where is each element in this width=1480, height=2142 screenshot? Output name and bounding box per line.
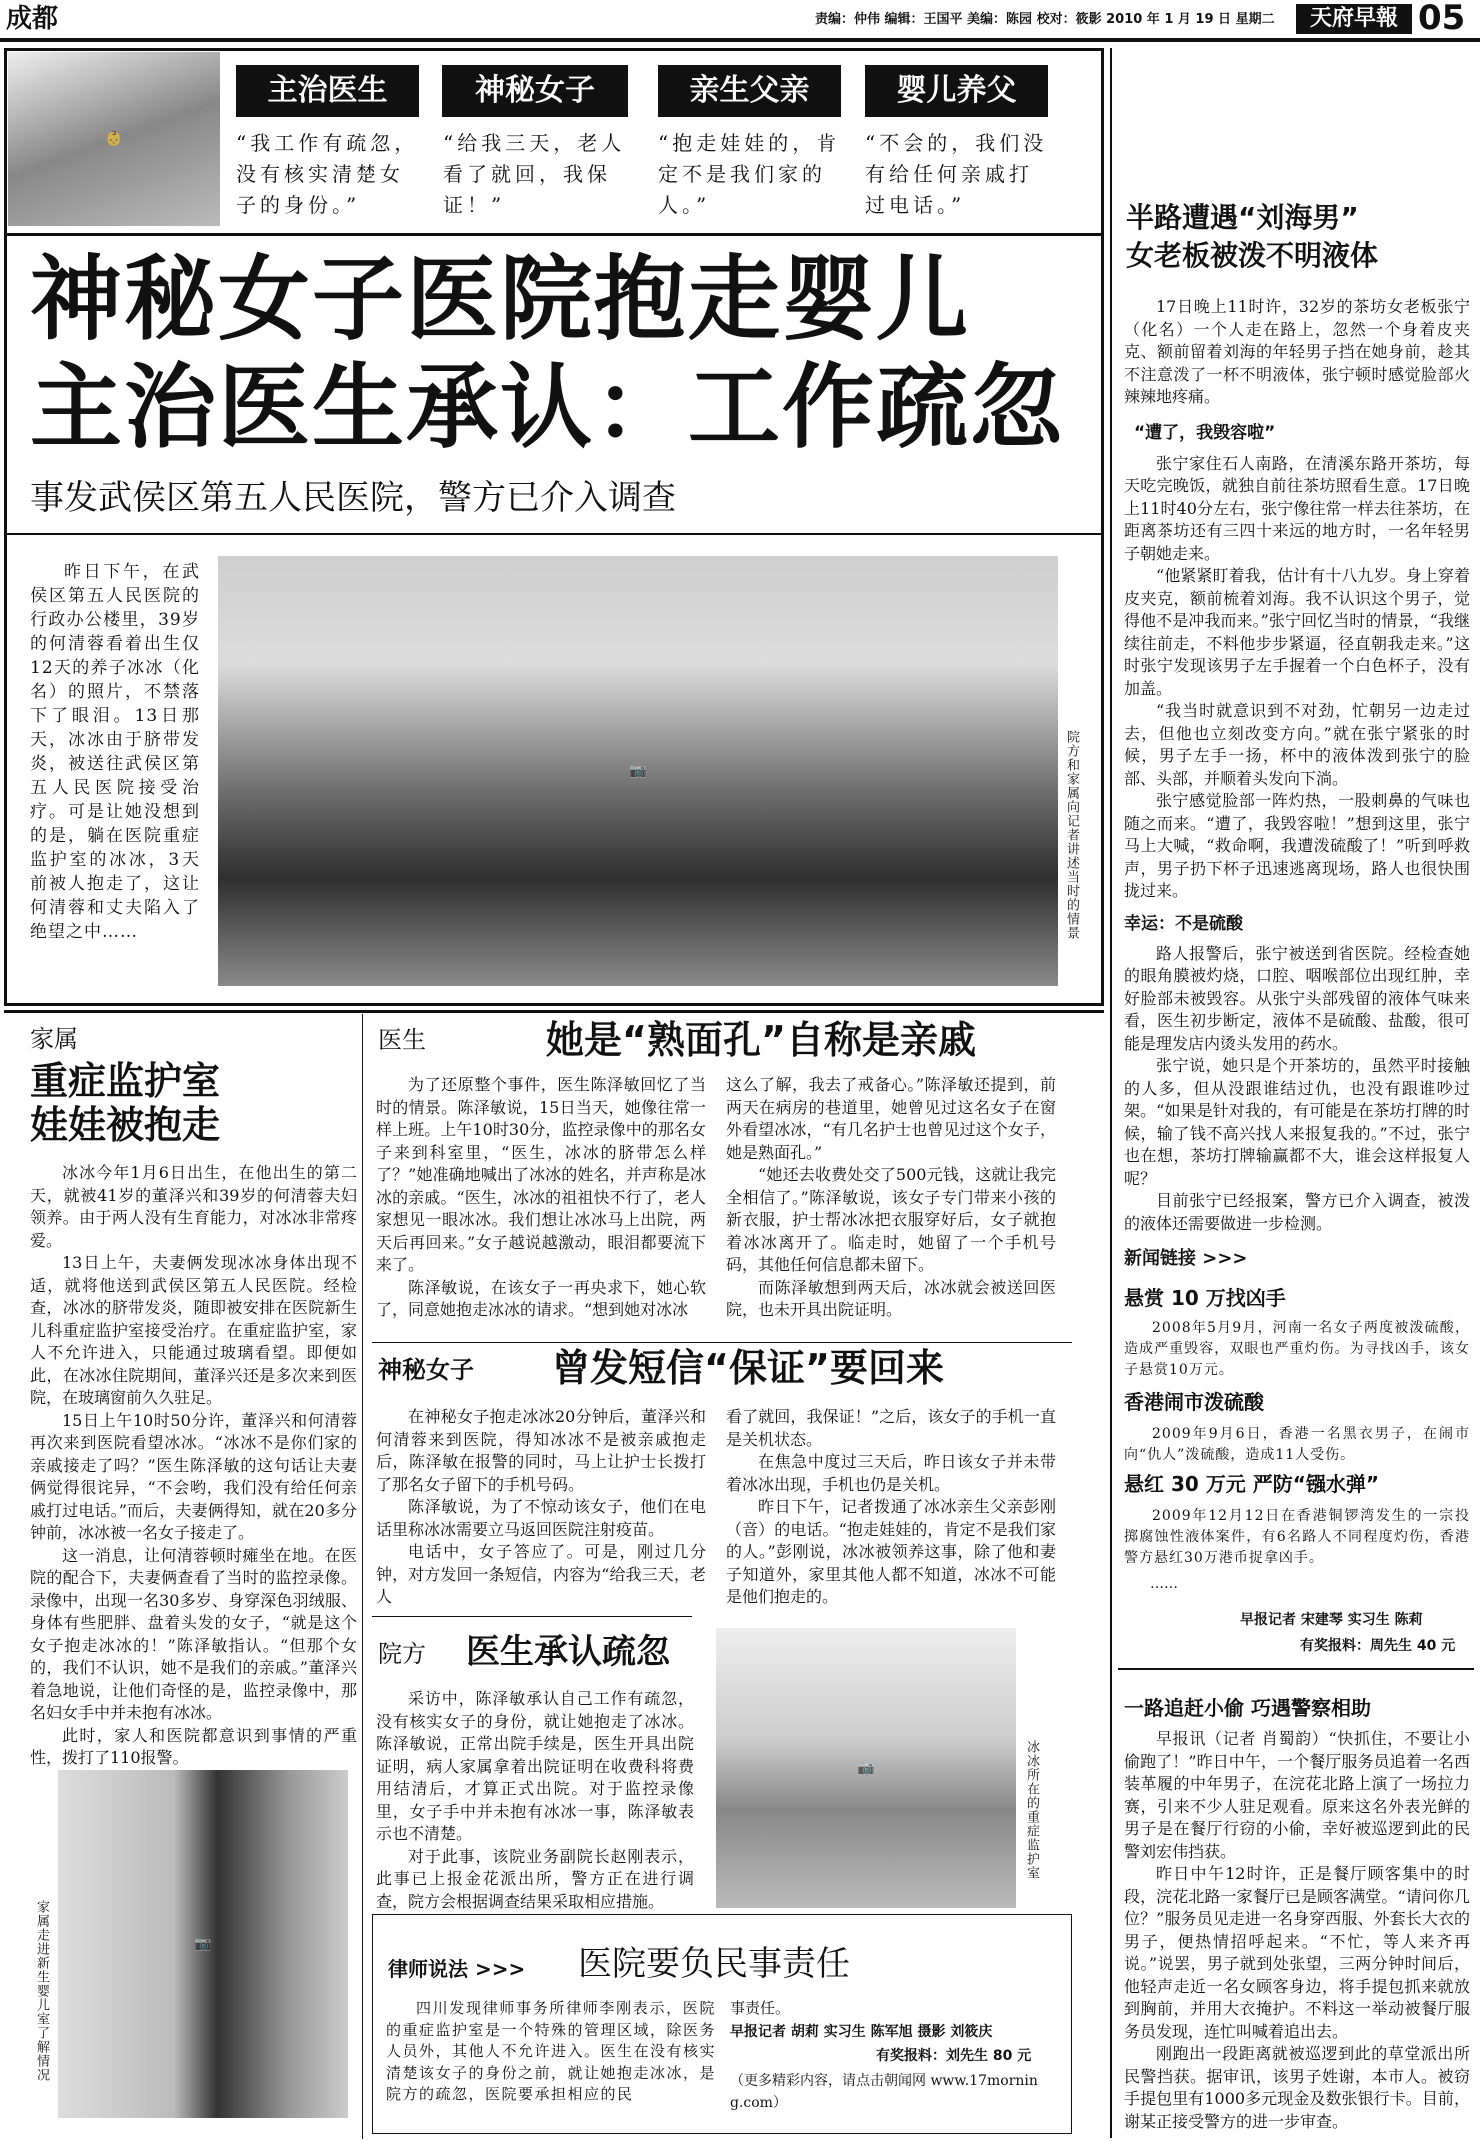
- woman-para-4: 看了就回，我保证！”之后，该女子的手机一直是关机状态。: [726, 1407, 1056, 1449]
- woman-title: 曾发短信“保证”要回来: [552, 1346, 944, 1390]
- icu-photo-caption: 冰冰所在的重症监护室: [1024, 1740, 1039, 1880]
- hospital-body: [376, 1688, 694, 1913]
- link3-title: 悬红 30 万元 严防“镪水弹”: [1124, 1472, 1380, 1496]
- col-divider-1: [362, 1014, 363, 2139]
- right1-reward: 有奖报料：周先生 40 元: [1300, 1638, 1456, 1654]
- doctor-title: 她是“熟面孔”自称是亲戚: [546, 1018, 976, 1062]
- right2-para-1: 早报讯（记者 肖蜀韵）“快抓住，不要让小偷跑了！”昨日中午，一个餐厅服务员追着一名西装革履的中年男子，在浣花北路上演了一场拉力赛，引来不少人驻足观看。原来这名外表光鲜的男子是在餐厅行窃的小偷，幸好被巡逻到此的民警刘宏伟挡获。: [1124, 1729, 1470, 1861]
- baby-photo: 👶: [8, 52, 220, 226]
- doctor-para-2: 陈泽敏说，在该女子一再央求下，她心软了，同意她抱走冰冰的请求。“想到她对冰冰: [376, 1277, 706, 1319]
- doctor-para-5: 而陈泽敏想到两天后，冰冰就会被送回医院，也未开具出院证明。: [726, 1277, 1056, 1319]
- woman-para-3: 电话中，女子答应了。可是，刚过几分钟，对方发回一条短信，内容为“给我三天，老人: [376, 1542, 706, 1606]
- hospital-para-2: 对于此事，该院业务副院长赵刚表示，此事已上报金花派出所，警方正在进行调查，院方会根据调查结果采取相应措施。: [376, 1846, 694, 1911]
- editors-line: 责编：仲伟 编辑：王国平 美编：陈园 校对：筱影 2010 年 1 月 19 日 星期二: [815, 12, 1275, 27]
- link-ellipsis: ……: [1150, 1576, 1178, 1592]
- lawyer-text-2: 事责任。: [730, 1999, 791, 2017]
- family-para-2: 13日上午，夫妻俩发现冰冰身体出现不适，就将他送到武侯区第五人民医院。经检查，冰冰的脐带发炎，随即被安排在医院新生儿科重症监护室接受治疗。在重症监护室，家人不允许进入，只能通过玻璃看望。即便如此，在冰冰住院期间，董泽兴还是多次来到医院，在玻璃窗前久久驻足。: [30, 1253, 357, 1407]
- right1-para-5: 路人报警后，张宁被送到省医院。经检查她的眼角膜被灼烧，口腔、咽喉部位出现红肿，幸好脸部未被毁容。从张宁头部残留的液体气味来看，医生初步断定，液体不是硫酸、盐酸，很可能是理发店内烫头发用的药水。: [1124, 943, 1470, 1053]
- lawyer-kicker: 律师说法 >>>: [388, 1957, 526, 1981]
- tab-mystery-woman: 神秘女子: [442, 65, 628, 117]
- family-photo-caption: 家属走进新生婴儿室了解情况: [34, 1900, 49, 2082]
- subtitle-rule: [4, 533, 1104, 535]
- doctor-para-3: 这么了解，我去了戒备心。”陈泽敏还提到，前两天在病房的巷道里，她曾见过这名女子在窗外看望冰冰，“有几名护士也曾见过这个女子，她是熟面孔。”: [726, 1075, 1056, 1162]
- family-title-1: 重症监护室: [30, 1059, 221, 1103]
- woman-para-5: 在焦急中度过三天后，昨日该女子并未带着冰冰出现，手机也仍是关机。: [726, 1452, 1056, 1494]
- link3-text: 2009年12月12日在香港铜锣湾发生的一宗投掷腐蚀性液体案件，有6名路人不同程度灼伤，香港警方悬红30万港币捉拿凶手。: [1124, 1508, 1470, 1566]
- family-para-3: 15日上午10时50分许，董泽兴和何清蓉再次来到医院看望冰冰。“冰冰不是你们家的亲戚接走了吗？”医生陈泽敏的这句话让夫妻俩觉得很诧异，“不会哟，我们没有给任何亲戚打过电话。”而后，夫妻俩得知，就在20多分钟前，冰冰被一名女子接走了。: [30, 1410, 357, 1542]
- right1-para-6: 张宁说，她只是个开茶坊的，虽然平时接触的人多，但从没跟谁结过仇，也没有跟谁吵过架。“如果是针对我的，有可能是在茶坊打牌的时候，输了钱不高兴找人来报复我的。”不过，张宁也在想，茶坊打牌输赢都不大，谁会这样报复人呢？: [1124, 1056, 1470, 1188]
- doctor-col-2: [726, 1074, 1056, 1322]
- family-body: [30, 1162, 357, 1770]
- right1-para-2: “他紧紧盯着我，估计有十八九岁。身上穿着皮夹克，额前梳着刘海。我不认识这个男子，觉得他不是冲我而来。”张宁回忆当时的情景，“我继续往前走，不料他步步紧逼，径直朝我走来。”这时张宁发现该男子左手握着一个白色杯子，没有加盖。: [1124, 566, 1470, 698]
- main-subtitle: 事发武侯区第五人民医院，警方已介入调查: [30, 478, 676, 518]
- doctor-kicker: 医生: [378, 1026, 426, 1054]
- doctor-para-1: 为了还原整个事件，医生陈泽敏回忆了当时的情景。陈泽敏说，15日当天，她像往常一样上班。上午10时30分，监控录像中的那名女子来到科室里，“医生，冰冰的脐带怎么样了？”她准确地喊出了冰冰的姓名，并声称是冰冰的亲戚。“医生，冰冰的祖祖快不行了，老人家想见一眼冰冰。我们想让冰冰马上出院，两天后再回来。”女子越说越激动，眼泪都要流下来了。: [376, 1075, 706, 1274]
- lawyer-text-1: 四川发现律师事务所律师李刚表示，医院的重症监护室是一个特殊的管理区域，除医务人员外，其他人不允许进入。医生在没有核实清楚该女子的身份之前，就让她抱走冰冰，是院方的疏忽，医院要承担相应的民: [386, 1999, 717, 2103]
- hospital-para-1: 采访中，陈泽敏承认自己工作有疏忽，没有核实女子的身份，就让她抱走了冰冰。陈泽敏说，正常出院手续是，医生开具出院证明，病人家属拿着出院证明在收费科将费用结清后，才算正式出院。对于监控录像里，女子手中并未抱有冰冰一事，陈泽敏表示也不清楚。: [376, 1689, 694, 1843]
- right1-title-2: 女老板被泼不明液体: [1126, 239, 1379, 272]
- right-col-divider: [1110, 48, 1112, 2138]
- hospital-rule: [372, 1616, 692, 1617]
- woman-col-2: [726, 1406, 1056, 1609]
- right2-title: 一路追赶小偷 巧遇警察相助: [1124, 1696, 1371, 1720]
- tab-adoptive-father: 婴儿养父: [865, 65, 1048, 117]
- lawyer-byline: 早报记者 胡莉 实习生 陈军旭 摄影 刘筱庆: [730, 2024, 993, 2040]
- family-para-1: 冰冰今年1月6日出生，在他出生的第二天，就被41岁的董泽兴和39岁的何清蓉夫妇领养。由于两人没有生育能力，对冰冰非常疼爱。: [30, 1163, 357, 1250]
- right1-subhead-1: “遭了，我毁容啦”: [1134, 422, 1276, 443]
- woman-para-2: 陈泽敏说，为了不惊动该女子，他们在电话里称冰冰需要立马返回医院注射疫苗。: [376, 1497, 706, 1539]
- headline-top-rule: [4, 233, 1104, 236]
- right1-body: [1124, 296, 1470, 1235]
- right1-subhead-2: 幸运：不是硫酸: [1124, 913, 1243, 934]
- right2-rule: [1118, 1668, 1474, 1670]
- woman-rule: [372, 1342, 1072, 1343]
- family-photo: 📷: [58, 1770, 348, 2118]
- news-link-label: 新闻链接 >>>: [1124, 1248, 1248, 1269]
- page-number: 05: [1418, 0, 1466, 38]
- lawyer-reward: 有奖报料：刘先生 80 元: [876, 2048, 1032, 2064]
- link1-text: 2008年5月9月，河南一名女子两度被泼硫酸，造成严重毁容，双眼也严重灼伤。为寻找凶手，该女子悬赏10万元。: [1124, 1320, 1470, 1378]
- doctor-col-1: [376, 1074, 706, 1322]
- quote-doctor: “我工作有疏忽，没有核实清楚女子的身份。”: [236, 131, 419, 217]
- right1-lead: 17日晚上11时许，32岁的茶坊女老板张宁（化名）一个人走在路上，忽然一个身着皮夹克、额前留着刘海的年轻男子挡在她身前，趁其不注意泼了一杯不明液体，张宁顿时感觉脸部火辣辣地疼痛。: [1124, 297, 1470, 406]
- family-title-2: 娃娃被抱走: [30, 1103, 221, 1147]
- right1-para-4: 张宁感觉脸部一阵灼热，一股刺鼻的气味也随之而来。“遭了，我毁容啦！”想到这里，张宁马上大喊，“救命啊，我遭泼硫酸了！”听到呼救声，男子扔下杯子迅速逃离现场，路人也很快围拢过来。: [1124, 791, 1470, 900]
- link1-title: 悬赏 10 万找凶手: [1124, 1286, 1286, 1310]
- hospital-title: 医生承认疏忽: [466, 1632, 670, 1672]
- right1-byline: 早报记者 宋建琴 实习生 陈莉: [1240, 1612, 1423, 1628]
- woman-para-6: 昨日下午，记者拨通了冰冰亲生父亲彭刚（音）的电话。“抱走娃娃的，肯定不是我们家的人。”彭刚说，冰冰被领养这事，除了他和妻子知道外，家里其他人都不知道，冰冰不可能是他们抱走的。: [726, 1497, 1056, 1606]
- quote-adoptive-father: “不会的，我们没有给任何亲戚打过电话。”: [865, 131, 1048, 217]
- header-rule: [0, 38, 1480, 42]
- hospital-kicker: 院方: [378, 1640, 426, 1668]
- meeting-photo-caption: 院方和家属向记者讲述当时的情景: [1064, 730, 1079, 940]
- lawyer-title: 医院要负民事责任: [578, 1944, 850, 1984]
- lawyer-more: （更多精彩内容，请点击朝闻网 www.17morning.com）: [730, 2073, 1038, 2111]
- woman-kicker: 神秘女子: [378, 1356, 474, 1384]
- right2-para-2: 昨日中午12时许，正是餐厅顾客集中的时段，浣花北路一家餐厅已是顾客满堂。“请问你几位？”服务员见走进一名身穿西服、外套长大衣的男子，便热情招呼起来。“不忙，等人来齐再说。”说罢，男子就到处张望，三两分钟时间后，他轻声走近一名女顾客身边，将手提包抓来就放到胸前，并用大衣掩护。不料这一举动被餐厅服务员发现，连忙叫喊着追出去。: [1124, 1864, 1470, 2041]
- right1-para-1: 张宁家住石人南路，在清溪东路开茶坊，每天吃完晚饭，就独自前往茶坊照看生意。17日晚上11时40分左右，张宁像往常一样去往茶坊，在距离茶坊还有三四十来远的地方时，一名年轻男子朝她走来。: [1124, 453, 1470, 563]
- quote-birth-father: “抱走娃娃的，肯定不是我们家的人。”: [658, 131, 841, 217]
- link2-text: 2009年9月6日，香港一名黑衣男子，在闹市向“仇人”泼硫酸，造成11人受伤。: [1124, 1426, 1470, 1463]
- main-headline-1: 神秘女子医院抱走婴儿: [30, 246, 971, 353]
- quote-mystery-woman: “给我三天，老人看了就回，我保证！”: [443, 131, 626, 217]
- woman-col-1: [376, 1406, 706, 1609]
- meeting-photo: 📷: [218, 556, 1058, 986]
- right1-para-3: “我当时就意识到不对劲，忙朝另一边走过去，但他也立刻改变方向。”就在张宁紧张的时候，男子左手一扬，杯中的液体泼到张宁的脸部、头部，并顺着头发向下淌。: [1124, 701, 1470, 788]
- icu-photo: 📷: [716, 1628, 1016, 1908]
- tab-doctor: 主治医生: [236, 65, 419, 117]
- family-para-4: 这一消息，让何清蓉顿时瘫坐在地。在医院的配合下，夫妻俩查看了当时的监控录像。录像中，出现一名30多岁、身穿深色羽绒服、身体有些肥胖、盘着头发的女子，“就是这个女子抱走冰冰的！”陈泽敏指认。“但那个女的，我们不认识，她不是我们的亲戚。”董泽兴着急地说，让他们奇怪的是，监控录像中，那名妇女手中并未抱有冰冰。: [30, 1545, 357, 1722]
- doctor-para-4: “她还去收费处交了500元钱，这就让我完全相信了。”陈泽敏说，该女子专门带来小孩的新衣服，护士帮冰冰把衣服穿好后，女子就抱着冰冰离开了。临走时，她留了一个手机号码，其他任何信息都未留下。: [726, 1165, 1056, 1274]
- right1-title-1: 半路遭遇“刘海男”: [1126, 201, 1359, 234]
- right2-para-3: 刚跑出一段距离就被巡逻到此的草堂派出所民警挡获。据审讯，该男子姓谢，本市人。被窃手提包里有1000多元现金及数张银行卡。目前，谢某正接受警方的进一步审查。: [1124, 2044, 1470, 2131]
- tab-birth-father: 亲生父亲: [658, 65, 841, 117]
- lower-top-rule: [4, 1010, 1104, 1013]
- section-city: 成都: [6, 4, 59, 34]
- right1-para-7: 目前张宁已经报案，警方已介入调查，被泼的液体还需要做进一步检测。: [1124, 1191, 1470, 1233]
- main-headline-2: 主治医生承认：工作疏忽: [30, 354, 1065, 461]
- right2-body: [1124, 1728, 1470, 2133]
- main-lead: 昨日下午，在武侯区第五人民医院的行政办公楼里，39岁的何清蓉看着出生仅12天的养子冰冰（化名）的照片，不禁落下了眼泪。13日那天，冰冰由于脐带发炎，被送往武侯区第五人民医院接受治疗。可是让她没想到的是，躺在医院重症监护室的冰冰，3天前被人抱走了，这让何清蓉和丈夫陷入了绝望之中……: [30, 562, 200, 942]
- family-kicker: 家属: [30, 1025, 78, 1053]
- paper-logo: 天府早報: [1296, 4, 1412, 34]
- link2-title: 香港闹市泼硫酸: [1124, 1390, 1264, 1414]
- family-para-5: 此时，家人和医院都意识到事情的严重性，拨打了110报警。: [30, 1725, 357, 1767]
- woman-para-1: 在神秘女子抱走冰冰20分钟后，董泽兴和何清蓉来到医院，得知冰冰不是被亲戚抱走后，陈泽敏在报警的同时，马上让护士长拨打了那名女子留下的手机号码。: [376, 1407, 706, 1494]
